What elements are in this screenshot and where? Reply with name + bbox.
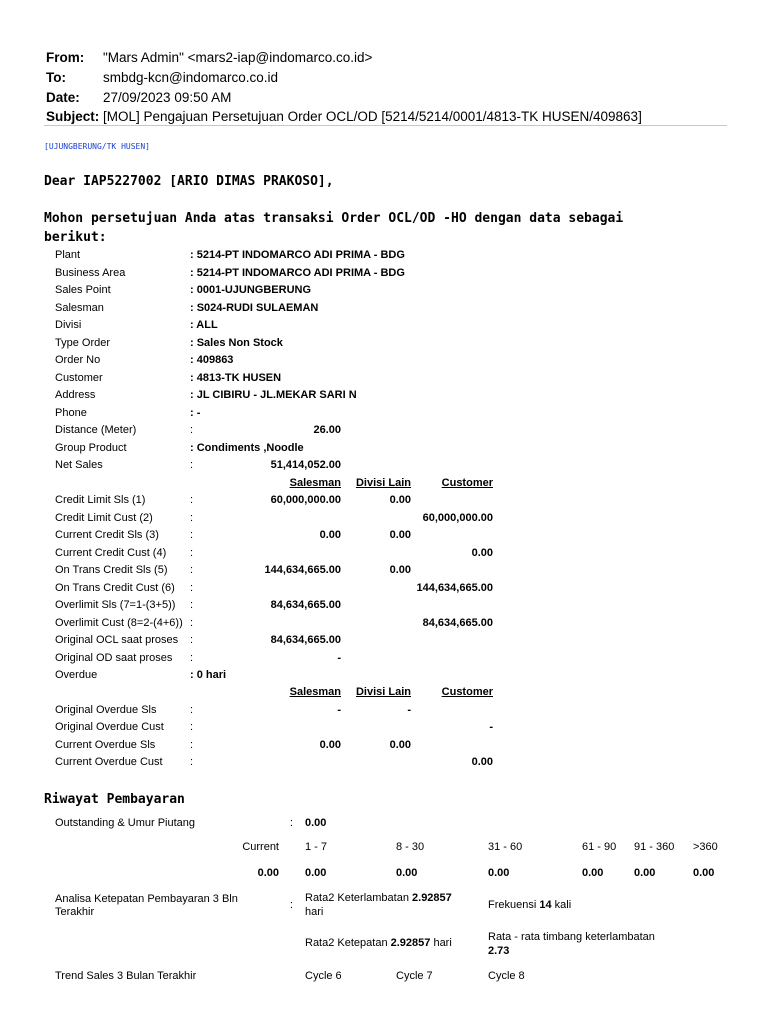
frekuensi-suffix: kali <box>551 899 572 911</box>
timbang-label: Rata - rata timbang keterlambatan <box>488 931 655 943</box>
email-header <box>46 48 642 127</box>
ketepatan-line <box>305 937 452 949</box>
info-value: : 4813-TK HUSEN <box>190 371 282 384</box>
colon: : <box>190 738 194 751</box>
overdue-label: Overdue <box>55 668 98 681</box>
info-label: Type Order <box>55 336 111 349</box>
overdue-customer-value: 0.00 <box>471 756 493 768</box>
overdue-salesman-value: - <box>337 703 341 716</box>
greeting: Dear IAP5227002 [ARIO DIMAS PRAKOSO], <box>44 174 334 189</box>
to-row <box>46 68 642 88</box>
overdue-row-label: Current Overdue Cust <box>55 756 163 768</box>
from-label: From: <box>46 50 85 65</box>
credit-customer-value: 144,634,665.00 <box>416 581 493 594</box>
riwayat-title: Riwayat Pembayaran <box>44 792 185 807</box>
intro-line-2: berikut: <box>44 230 107 245</box>
credit-customer-value: 84,634,665.00 <box>422 616 493 629</box>
keterlambatan-suffix: hari <box>305 906 324 918</box>
aging-header: 31 - 60 <box>488 841 523 853</box>
overdue-row-label: Original Overdue Cust <box>55 721 164 733</box>
credit-salesman-value: 84,634,665.00 <box>270 599 341 611</box>
analisa-label-line-2: Terakhir <box>55 906 95 918</box>
aging-value: 0.00 <box>582 867 604 879</box>
colon: : <box>190 634 194 646</box>
colon: : <box>190 564 194 576</box>
aging-header: 8 - 30 <box>396 841 425 853</box>
frekuensi-value: 14 <box>539 899 552 911</box>
credit-row-label: Original OCL saat proses <box>55 634 179 646</box>
ketepatan-value: 2.92857 <box>390 937 431 949</box>
aging-value: 0.00 <box>305 867 327 879</box>
credit-row-label: Current Credit Cust (4) <box>55 546 167 559</box>
credit-salesman-value: 84,634,665.00 <box>270 634 341 646</box>
timbang-value: 2.73 <box>488 945 510 957</box>
col-header-customer: Customer <box>441 686 493 698</box>
credit-customer-value: 60,000,000.00 <box>422 511 493 524</box>
credit-divisi-value: 0.00 <box>389 529 411 541</box>
credit-row-label: Overlimit Cust (8=2-(4+6)) <box>55 616 183 629</box>
colon: : <box>190 581 194 594</box>
colon: : <box>190 546 194 559</box>
analisa-colon: : <box>290 899 294 911</box>
credit-row-label: Overlimit Sls (7=1-(3+5)) <box>55 599 176 611</box>
info-value: : 5214-PT INDOMARCO ADI PRIMA - BDG <box>190 249 405 261</box>
aging-header: >360 <box>693 841 718 853</box>
keterlambatan-prefix: Rata2 Keterlambatan <box>305 892 413 904</box>
outstanding-label: Outstanding & Umur Piutang <box>55 817 196 829</box>
trend-cycle: Cycle 7 <box>396 970 433 982</box>
date-row <box>46 88 642 108</box>
colon: : <box>190 756 194 768</box>
date-label: Date: <box>46 89 80 105</box>
to-value: smbdg-kcn@indomarco.co.id <box>103 69 279 85</box>
aging-value: 0.00 <box>396 867 418 879</box>
header-divider <box>44 125 727 126</box>
net-sales-value: 51,414,052.00 <box>270 459 341 471</box>
credit-salesman-value: 0.00 <box>319 529 341 541</box>
intro-line-1: Mohon persetujuan Anda atas transaksi Order OCL/OD -HO dengan data sebagai <box>44 211 624 226</box>
info-label: Customer <box>55 371 103 384</box>
colon: : <box>190 599 194 611</box>
credit-row-label: On Trans Credit Cust (6) <box>55 581 175 594</box>
colon: : <box>190 616 194 629</box>
info-label: Plant <box>55 249 81 261</box>
info-value: : - <box>190 406 201 419</box>
overdue-divisi-value: 0.00 <box>389 738 411 751</box>
ketepatan-suffix: hari <box>430 937 452 949</box>
subject-label: Subject: <box>46 109 100 125</box>
trend-cycle: Cycle 6 <box>305 970 342 982</box>
aging-value: 0.00 <box>257 867 279 879</box>
aging-header: 1 - 7 <box>305 841 328 853</box>
info-value: : ALL <box>190 319 218 331</box>
distance-label: Distance (Meter) <box>55 424 137 436</box>
credit-salesman-value: 60,000,000.00 <box>270 494 341 506</box>
date-value: 27/09/2023 09:50 AM <box>103 89 232 105</box>
outstanding-colon: : <box>290 817 294 829</box>
credit-row-label: Original OD saat proses <box>55 651 173 664</box>
from-row <box>46 48 642 68</box>
info-value: : JL CIBIRU - JL.MEKAR SARI N <box>190 389 357 401</box>
info-value: : 5214-PT INDOMARCO ADI PRIMA - BDG <box>190 266 405 279</box>
info-label: Phone <box>55 406 87 419</box>
aging-value: 0.00 <box>693 867 715 879</box>
info-label: Order No <box>55 354 101 366</box>
keterlambatan-value: 2.92857 <box>412 892 452 904</box>
col-header-salesman: Salesman <box>289 476 341 489</box>
colon: : <box>190 494 194 506</box>
colon: : <box>190 703 194 716</box>
info-label: Salesman <box>55 301 104 314</box>
subject-value: [MOL] Pengajuan Persetujuan Order OCL/OD [5214/5214/0001/4813-TK HUSEN/409863] <box>103 109 642 125</box>
credit-divisi-value: 0.00 <box>389 564 411 576</box>
colon: : <box>190 721 194 733</box>
info-label: Sales Point <box>55 284 111 296</box>
group-product-value: : Condiments ,Noodle <box>190 441 304 454</box>
overdue-row-label: Current Overdue Sls <box>55 738 156 751</box>
credit-salesman-value: - <box>337 651 341 664</box>
info-value: : S024-RUDI SULAEMAN <box>190 301 319 314</box>
credit-salesman-value: 144,634,665.00 <box>264 564 341 576</box>
info-label: Address <box>55 389 96 401</box>
col-header-salesman: Salesman <box>289 686 341 698</box>
net-sales-colon: : <box>190 459 194 471</box>
trend-cycle: Cycle 8 <box>488 970 525 982</box>
distance-colon: : <box>190 424 194 436</box>
credit-divisi-value: 0.00 <box>389 494 411 506</box>
aging-header: Current <box>242 841 279 853</box>
overdue-row-label: Original Overdue Sls <box>55 703 157 716</box>
net-sales-label: Net Sales <box>55 459 103 471</box>
colon: : <box>190 529 194 541</box>
analisa-label-line-1: Analisa Ketepatan Pembayaran 3 Bln <box>55 893 238 905</box>
overdue-divisi-value: - <box>407 703 411 716</box>
info-value: : 409863 <box>190 354 234 366</box>
aging-header: 61 - 90 <box>582 841 617 853</box>
col-header-divisi-lain: Divisi Lain <box>355 476 411 489</box>
credit-row-label: Current Credit Sls (3) <box>55 529 159 541</box>
aging-value: 0.00 <box>634 867 656 879</box>
group-product-label: Group Product <box>55 441 127 454</box>
aging-header: 91 - 360 <box>634 841 675 853</box>
keterlambatan-line <box>305 892 452 904</box>
colon: : <box>190 511 194 524</box>
info-value: : 0001-UJUNGBERUNG <box>190 284 312 296</box>
overdue-value: : 0 hari <box>190 668 227 681</box>
colon: : <box>190 651 194 664</box>
info-label: Divisi <box>55 319 82 331</box>
col-header-customer: Customer <box>441 476 493 489</box>
outstanding-value: 0.00 <box>305 817 327 829</box>
overdue-customer-value: - <box>489 721 493 733</box>
credit-customer-value: 0.00 <box>471 546 493 559</box>
frekuensi-line <box>488 899 571 911</box>
trend-label: Trend Sales 3 Bulan Terakhir <box>55 970 197 982</box>
aging-value: 0.00 <box>488 867 510 879</box>
info-label: Business Area <box>55 266 126 279</box>
info-value: : Sales Non Stock <box>190 336 283 349</box>
credit-row-label: Credit Limit Cust (2) <box>55 511 153 524</box>
location-tag: [UJUNGBERUNG/TK HUSEN] <box>44 142 150 151</box>
frekuensi-prefix: Frekuensi <box>488 899 540 911</box>
distance-value: 26.00 <box>313 424 341 436</box>
from-value: "Mars Admin" <mars2-iap@indomarco.co.id> <box>103 50 373 65</box>
credit-row-label: On Trans Credit Sls (5) <box>55 564 168 576</box>
col-header-divisi-lain: Divisi Lain <box>355 686 411 698</box>
to-label: To: <box>46 69 66 85</box>
credit-row-label: Credit Limit Sls (1) <box>55 494 146 506</box>
ketepatan-prefix: Rata2 Ketepatan <box>305 937 391 949</box>
overdue-salesman-value: 0.00 <box>319 738 341 751</box>
